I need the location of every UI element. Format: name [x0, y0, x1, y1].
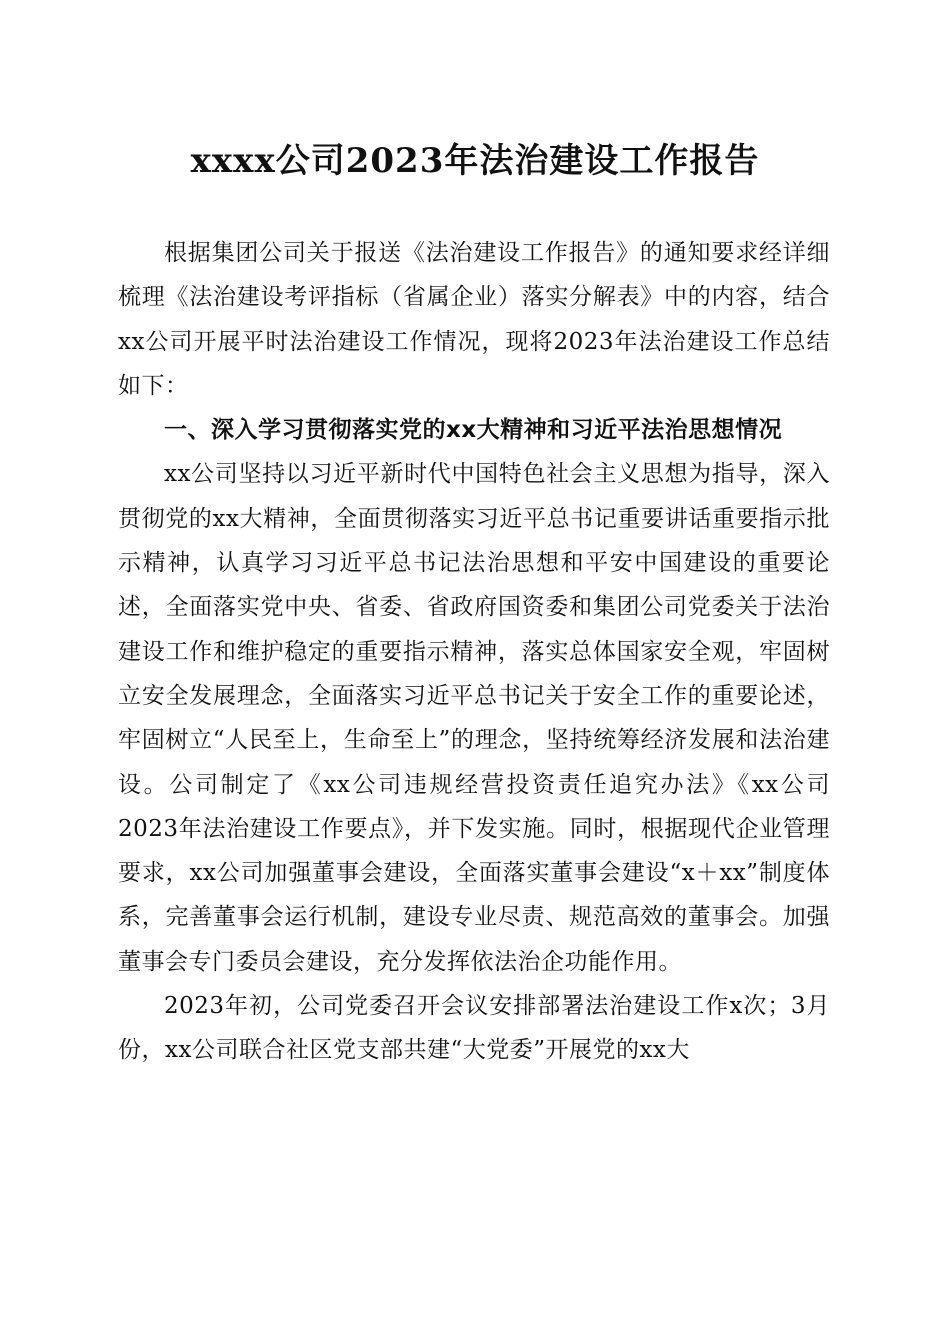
body-paragraph: 2023年初，公司党委召开会议安排部署法治建设工作x次；3月份，xx公司联合社区党支部共建“大党委”开展党的xx大 — [118, 993, 830, 1064]
section-heading-1: 一、深入学习贯彻落实党的xx大精神和习近平法治思想情况 — [164, 417, 783, 444]
document-title: xxxx公司2023年法治建设工作报告 — [190, 141, 760, 181]
body-paragraph: xx公司坚持以习近平新时代中国特色社会主义思想为指导，深入贯彻党的xx大精神，全面贯彻落实习近平总书记重要讲话重要指示批示精神，认真学习习近平总书记法治思想和平安中国建设的重要论述，全面落实党中央、省委、省政府国资委和集团公司党委关于法治建设工作和维护稳定的重要指示精神，落实总体国家安全观，牢固树立安全发展理念，全面落实习近平总书记关于安全工作的重要论述，牢固树立“人民至上，生命至上”的理念，坚持统筹经济发展和法治建设。公司制定了《xx公司违规经营投资责任追究办法》《xx公司2023年法治建设工作要点》，并下发实施。同时，根据现代企业管理要求，xx公司加强董事会建设，全面落实董事会建设“x＋xx”制度体系，完善董事会运行机制，建设专业尽责、规范高效的董事会。加强董事会专门委员会建设，充分发挥依法治企功能作用。 — [118, 461, 830, 975]
document-body — [118, 231, 830, 1073]
intro-paragraph: 根据集团公司关于报送《法治建设工作报告》的通知要求经详细梳理《法治建设考评指标（省属企业）落实分解表》中的内容，结合xx公司开展平时法治建设工作情况，现将2023年法治建设工作总结如下： — [118, 240, 830, 399]
